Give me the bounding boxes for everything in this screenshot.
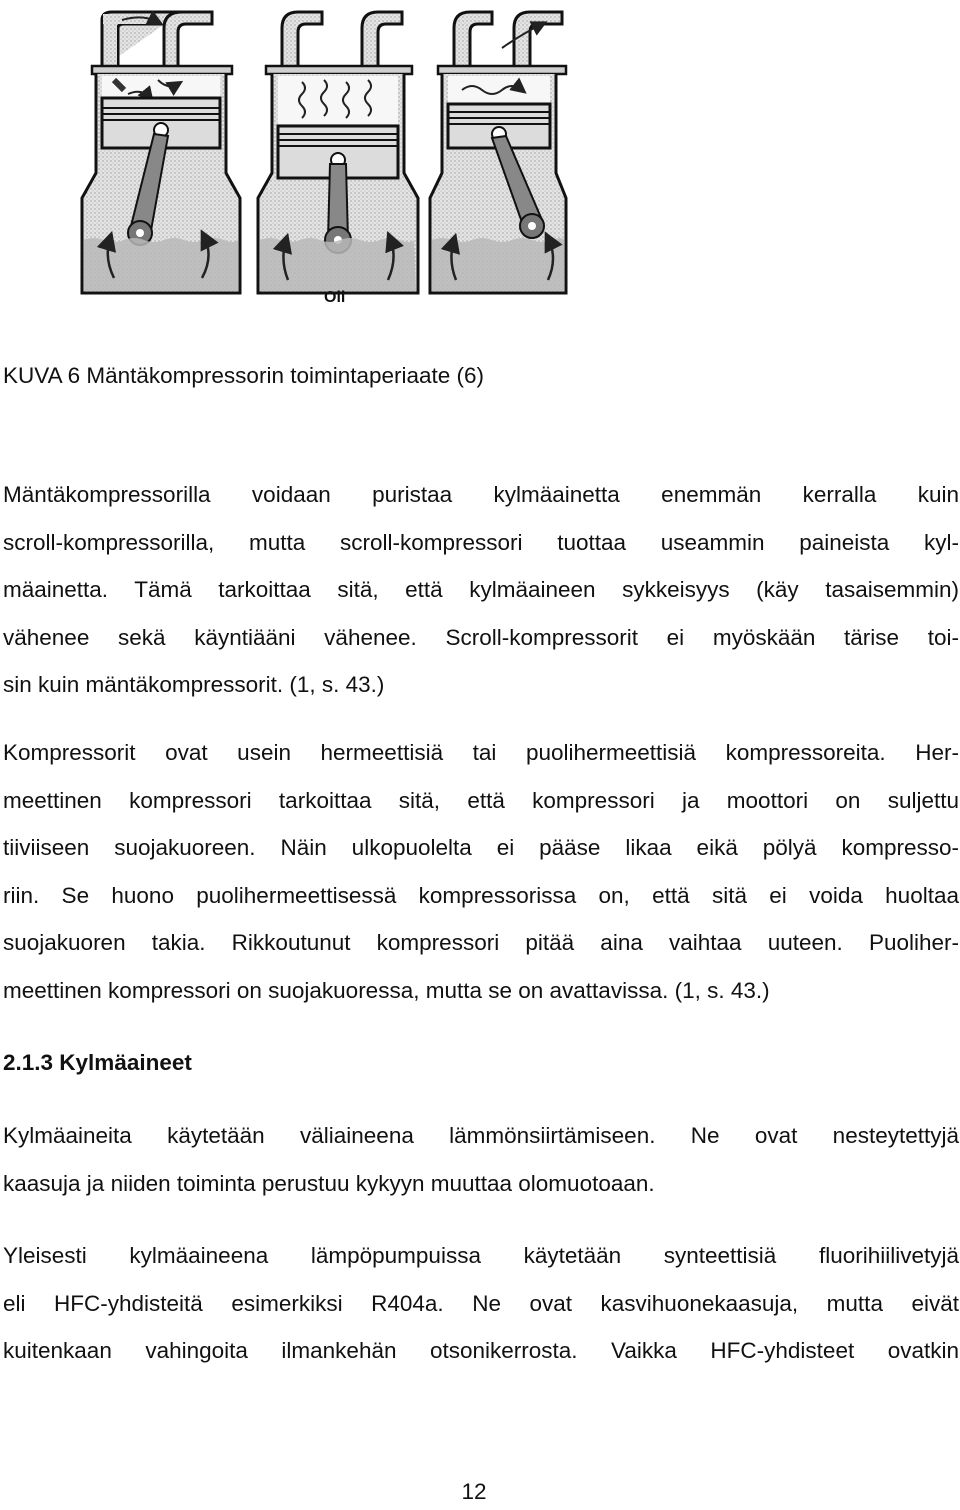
compressor-figure: [62, 8, 568, 314]
oil-label: Oil: [324, 289, 346, 306]
section-heading: 2.1.3 Kylmäaineet: [3, 1050, 192, 1075]
text-line: scroll-kompressorilla, mutta scroll-kompressori tuottaa useammin paineista kyl-: [3, 529, 959, 555]
text-line: Kylmäaineita käytetään väliaineena lämmönsiirtämiseen. Ne ovat nesteytettyjä: [3, 1123, 959, 1148]
text-line: mäainetta. Tämä tarkoittaa sitä, että kylmäaineen sykkeisyys (käy tasaisemmin): [3, 577, 959, 603]
paragraph-refrigerants-intro: [3, 1112, 959, 1207]
text-line: riin. Se huono puolihermeettisessä kompressorissa on, että sitä ei voida huoltaa: [3, 882, 959, 908]
paragraph-hermetic-compressors: [3, 729, 959, 1015]
text-line: tiiviiseen suojakuoreen. Näin ulkopuolelta ei pääse likaa eikä pölyä kompresso-: [3, 835, 959, 861]
text-line: Kompressorit ovat usein hermeettisiä tai puolihermeettisiä kompressoreita. Her-: [3, 740, 959, 765]
text-line: suojakuoren takia. Rikkoutunut kompressori pitää aina vaihtaa uuteen. Puoliher-: [3, 930, 959, 956]
text-line: Yleisesti kylmäaineena lämpöpumpuissa käytetään synteettisiä fluorihiilivetyjä: [3, 1243, 959, 1268]
text-line: eli HFC-yhdisteitä esimerkiksi R404a. Ne ovat kasvihuonekaasuja, mutta eivät: [3, 1290, 959, 1316]
page-number-text: 12: [461, 1479, 487, 1504]
text-line: Mäntäkompressorilla voidaan puristaa kylmäainetta enemmän kerralla kuin: [3, 482, 959, 507]
text-line: kaasuja ja niiden toiminta perustuu kykyyn muuttaa olomuotoaan.: [3, 1170, 655, 1196]
text-line: kuitenkaan vahingoita ilmankehän otsonikerrosta. Vaikka HFC-yhdisteet ovatkin: [3, 1338, 959, 1364]
cylinder-intake: [82, 12, 240, 293]
paragraph-hfc-compounds: [3, 1232, 959, 1375]
text-line: meettinen kompressori tarkoittaa sitä, että kompressori ja moottori on suljettu: [3, 787, 959, 813]
text-line: vähenee sekä käyntiääni vähenee. Scroll-kompressorit ei myöskään tärise toi-: [3, 624, 959, 650]
text-line: sin kuin mäntäkompressorit. (1, s. 43.): [3, 672, 385, 698]
cylinder-compression: [258, 12, 418, 306]
figure-caption: KUVA 6 Mäntäkompressorin toimintaperiaate (6): [3, 363, 485, 388]
cylinder-discharge: [430, 12, 566, 293]
text-line: meettinen kompressori on suojakuoressa, mutta se on avattavissa. (1, s. 43.): [3, 977, 770, 1003]
paragraph-compressor-comparison: [3, 471, 959, 709]
